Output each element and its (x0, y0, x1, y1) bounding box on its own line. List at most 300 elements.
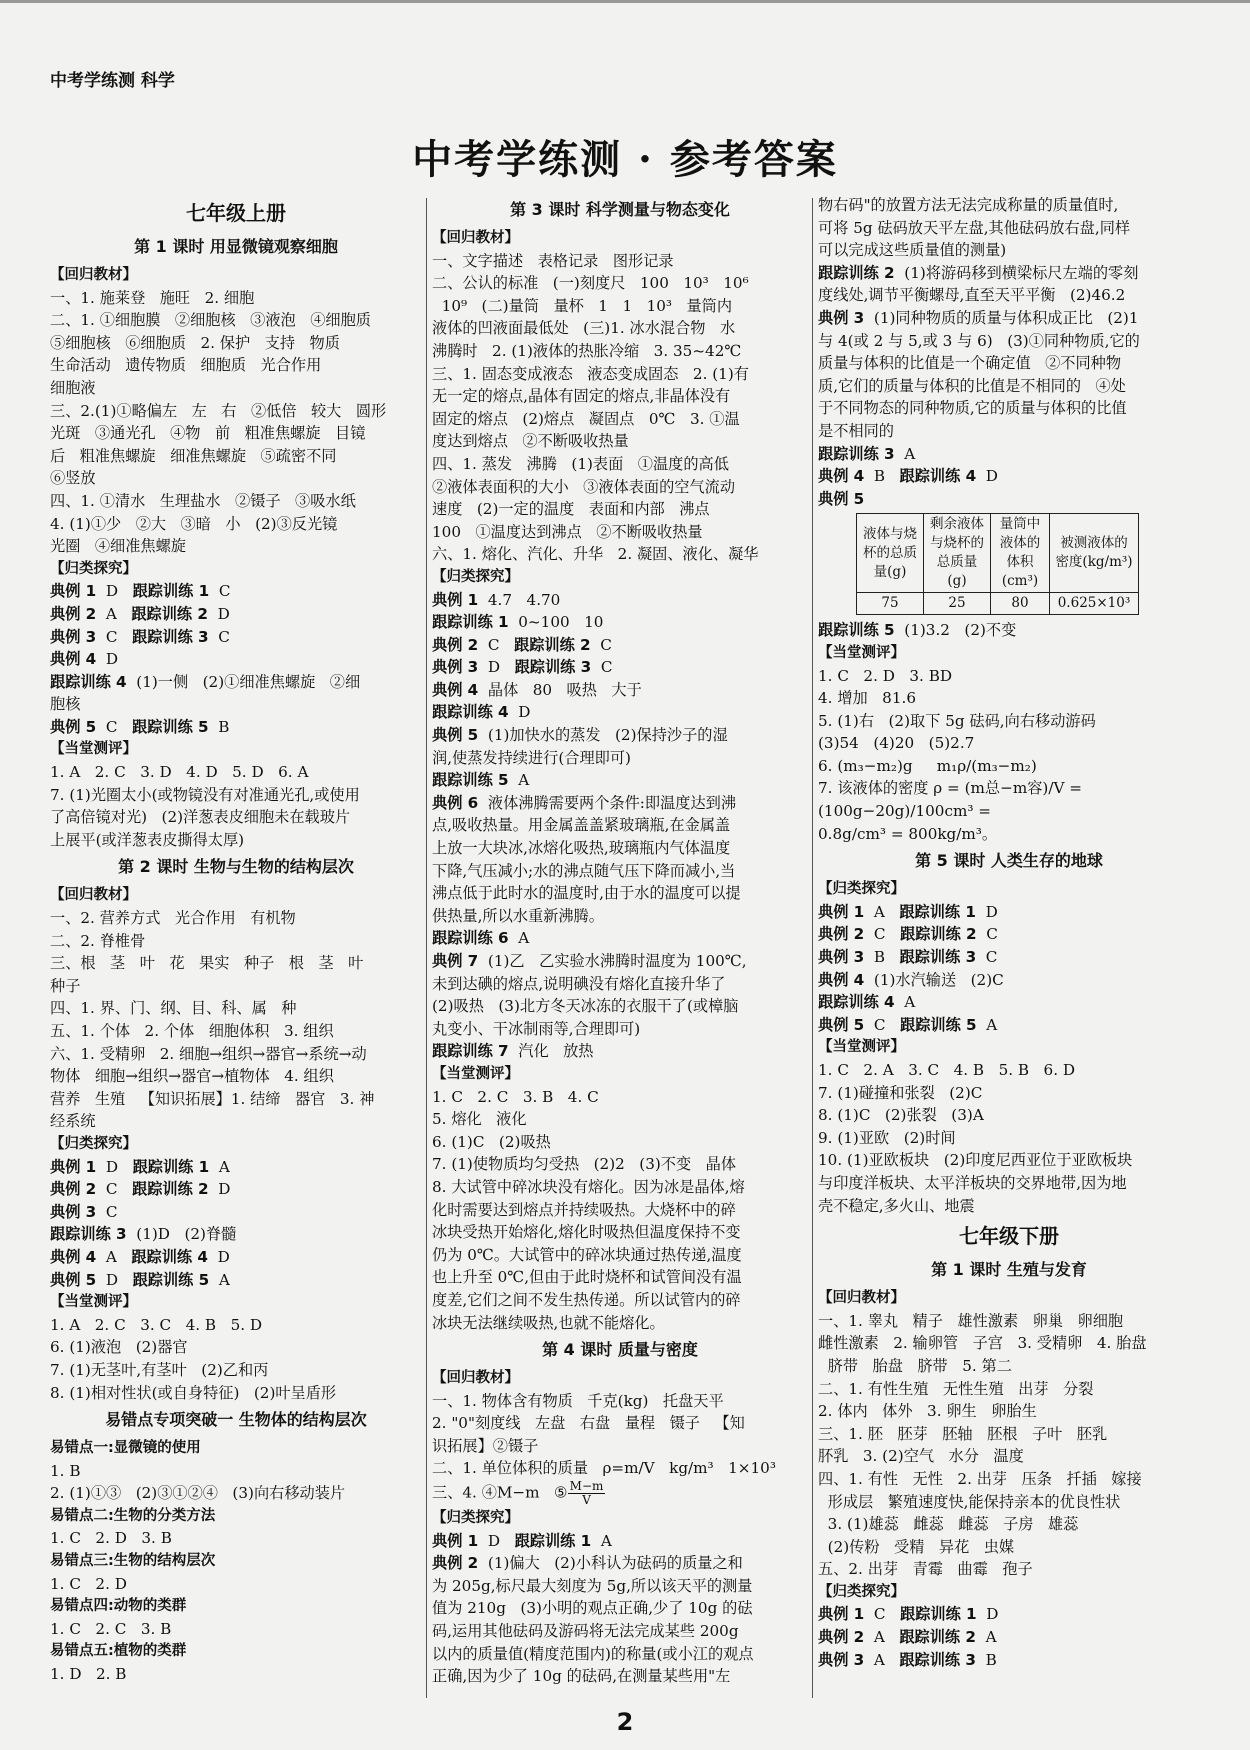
example-label: 典例 2 (50, 1180, 97, 1199)
answer-line: 上展平(或洋葱表皮撕得太厚) (50, 830, 245, 849)
answer-line (50, 648, 422, 671)
answer-line: 肧乳 3. (2)空气 水分 温度 (818, 1447, 1024, 1466)
answer-line: 也上升至 0℃,但由于此时烧杯和试管间没有温 (432, 1268, 742, 1287)
page-header: 中考学练测 科学 (50, 71, 175, 91)
answer-line: 与印度洋板块、太平洋板块的交界地带,因为地 (818, 1173, 1127, 1192)
answer-line (432, 1552, 808, 1575)
answer-line (432, 927, 808, 950)
example-label: 典例 5 (818, 489, 865, 508)
answer-text: D (508, 703, 531, 722)
answer-line: 六、1. 熔化、汽化、升华 2. 凝固、液化、凝华 (432, 545, 759, 564)
answer-line (50, 671, 422, 694)
answer-line (50, 603, 422, 626)
example-label: 跟踪训练 6 (432, 929, 509, 948)
answer-line: 三、1. 固态变成液态 液态变成固态 2. (1)有 (432, 364, 749, 383)
answer-line (432, 611, 808, 634)
subsection-label: 【归类探究】 (432, 568, 519, 585)
answer-line: ⑥竖放 (50, 469, 96, 488)
subsection-label: 【归类探究】 (432, 1510, 519, 1527)
answer-text: 汽化 放热 (508, 1042, 594, 1061)
answer-text: C (96, 1202, 118, 1221)
answer-line: 速度 (2)一定的温度 表面和内部 沸点 (432, 500, 710, 519)
answer-line (818, 901, 1200, 924)
answer-text: (1)加快水的蒸发 (2)保持沙子的湿 (478, 726, 728, 745)
subsection-label: 【当堂测评】 (50, 1294, 137, 1311)
answer-line: ②液体表面积的大小 ③液体表面的空气流动 (432, 477, 736, 496)
training-label: 跟踪训练 3 (514, 658, 592, 677)
answer-line: 为 205g,标尺最大刻度为 5g,所以该天平的测量 (432, 1576, 753, 1595)
training-label: 跟踪训练 3 (132, 627, 209, 646)
example-label: 跟踪训练 3 (50, 1225, 127, 1244)
table-header-cell: 液体与烧杯的总质量(g) (857, 514, 924, 593)
answer-text: B (864, 948, 900, 967)
training-label: 跟踪训练 5 (132, 717, 209, 736)
answer-line: 润,使蒸发持续进行(合理即可) (432, 748, 631, 767)
training-label: 跟踪训练 3 (899, 1650, 976, 1669)
answer-text: 晶体 80 吸热 大于 (478, 680, 642, 699)
table-cell: 25 (924, 593, 991, 615)
answer-line: 以内的质量值(精度范围内)的称量(或小江的观点 (432, 1644, 754, 1663)
answer-line: 二、1. 单位体积的质量 ρ=m/V kg/m³ 1×10³ (432, 1459, 776, 1478)
answer-line: 光斑 ③通光孔 ④物 前 粗准焦螺旋 目镜 (50, 424, 366, 443)
example-label: 跟踪训练 4 (50, 672, 127, 691)
answer-text: D (207, 604, 230, 623)
answer-line: 2. (1)①③ (2)③①②④ (3)向右移动装片 (50, 1484, 346, 1503)
answer-text: D (96, 1157, 133, 1176)
answer-text: A (591, 1531, 612, 1550)
answer-line (50, 580, 422, 603)
answer-text: D (96, 1270, 133, 1289)
answer-text: (1)水汽输送 (2)C (864, 970, 1004, 989)
answer-line: 固定的熔点 (2)熔点 凝固点 0℃ 3. ①温 (432, 409, 740, 428)
top-rule (0, 0, 1250, 3)
answer-text: B (975, 1650, 997, 1669)
training-label: 跟踪训练 2 (514, 635, 591, 654)
answer-line: 种子 (50, 976, 81, 995)
answer-text: (1)偏大 (2)小科认为砝码的质量之和 (478, 1554, 743, 1573)
answer-text: C (96, 627, 132, 646)
answer-text: C (976, 925, 998, 944)
answer-line: 雌性激素 2. 输卵管 子宫 3. 受精卵 4. 胎盘 (818, 1334, 1147, 1353)
example-label: 典例 5 (432, 726, 479, 745)
answer-line (50, 1269, 422, 1292)
answer-line: 液体的凹液面最低处 (三)1. 冰水混合物 水 (432, 319, 736, 338)
example-label: 跟踪训练 4 (432, 703, 509, 722)
answer-text: C (591, 658, 613, 677)
answer-line (432, 634, 808, 657)
answer-line: 4. (1)①少 ②大 ③暗 小 (2)③反光镜 (50, 514, 338, 533)
example-label: 跟踪训练 2 (818, 263, 895, 282)
answer-line: 1. C 2. D (50, 1574, 127, 1593)
training-label: 跟踪训练 1 (900, 1605, 977, 1624)
answer-line: 码,运用其他砝码及游码将无法完成某些 200g (432, 1622, 739, 1641)
answer-line: 二、公认的标准 (一)刻度尺 100 10³ 10⁶ (432, 274, 749, 293)
example-label: 典例 2 (432, 635, 479, 654)
training-label: 跟踪训练 5 (900, 1015, 977, 1034)
example-label: 典例 3 (818, 1650, 865, 1669)
answer-text: A (209, 1270, 230, 1289)
answer-line (50, 1178, 422, 1201)
answer-line: 1. C 2. C 3. B (50, 1619, 172, 1638)
answer-line: 营养 生殖 【知识拓展】1. 结缔 器官 3. 神 (50, 1089, 375, 1108)
answer-line: 6. (m₃−m₂)g m₁ρ/(m₃−m₂) (818, 756, 1037, 775)
example-label: 跟踪训练 5 (818, 621, 895, 640)
answer-line (818, 307, 1200, 330)
answer-line (818, 465, 1200, 488)
answer-text: (1)将游码移到横梁标尺左端的零刻 (894, 263, 1139, 282)
answer-text: C (864, 925, 900, 944)
page-number: 2 (616, 1708, 634, 1736)
column-2 (432, 194, 808, 1688)
answer-line (432, 656, 808, 679)
answer-line (432, 950, 808, 973)
fraction-numerator: M−m (569, 1479, 604, 1494)
answer-text: B (864, 467, 900, 486)
training-label: 跟踪训练 2 (899, 1628, 976, 1647)
example-label: 典例 3 (818, 308, 865, 327)
density-table (856, 513, 1139, 615)
subsection-label: 易错点二:生物的分类方法 (50, 1507, 216, 1524)
answer-line: 可以完成这些质量值的测量) (818, 241, 1007, 260)
example-label: 典例 3 (50, 627, 97, 646)
answer-text: A (894, 444, 916, 463)
subsection-label: 【当堂测评】 (818, 1039, 905, 1056)
answer-line: 7. 该液体的密度 ρ = (m总−m容)/V = (100g−20g)/100cm³ = (818, 779, 1087, 821)
answer-line: 度差,它们之间不发生热传递。所以试管内的碎 (432, 1290, 741, 1309)
answer-line: (2)吸热 (3)北方冬天冰冻的衣服干了(或樟脑 (432, 997, 739, 1016)
table-cell: 75 (857, 593, 924, 615)
answer-line (432, 769, 808, 792)
answer-line (818, 262, 1200, 285)
answer-text: A (96, 604, 132, 623)
answer-line: 3. (1)雄蕊 雌蕊 雌蕊 子房 雄蕊 (818, 1515, 1079, 1534)
example-label: 典例 1 (50, 582, 97, 601)
subsection-label: 【归类探究】 (818, 1583, 905, 1600)
answer-text: D (976, 467, 998, 486)
training-label: 跟踪训练 5 (132, 1270, 210, 1289)
answer-line: 质量与体积的比值是一个确定值 ②不同种物 (818, 354, 1122, 373)
training-label: 跟踪训练 2 (132, 1180, 209, 1199)
answer-line: 2. "0"刻度线 左盘 右盘 量程 镊子 【知 (432, 1414, 745, 1433)
lesson-heading: 第 5 课时 人类生存的地球 (915, 851, 1103, 871)
answer-text: D (96, 582, 133, 601)
example-label: 典例 2 (50, 604, 97, 623)
table-cell: 80 (991, 593, 1050, 615)
subsection-label: 【归类探究】 (818, 881, 905, 898)
answer-text: C (96, 717, 132, 736)
answer-line: 丸变小、干冰制雨等,合理即可) (432, 1019, 641, 1038)
example-label: 典例 5 (50, 717, 97, 736)
answer-line: 6. (1)C (2)吸热 (432, 1132, 551, 1151)
answer-line: 5. 熔化 液化 (432, 1110, 527, 1129)
answer-line: 7. (1)使物质均匀受热 (2)2 (3)不变 晶体 (432, 1155, 737, 1174)
answer-line: 1. A 2. C 3. D 4. D 5. D 6. A (50, 763, 309, 782)
lesson-heading: 第 4 课时 质量与密度 (542, 1340, 698, 1360)
answer-line (50, 1223, 422, 1246)
answer-line: 物体 细胞→组织→器官→植物体 4. 组织 (50, 1067, 334, 1086)
answer-line: 1. D 2. B (50, 1665, 127, 1684)
training-label: 跟踪训练 4 (131, 1247, 208, 1266)
answer-text: 液体沸腾需要两个条件:即温度达到沸 (478, 793, 737, 812)
answer-line: 7. (1)无茎叶,有茎叶 (2)乙和丙 (50, 1360, 269, 1379)
answer-text: (1)3.2 (2)不变 (894, 621, 1017, 640)
example-label: 典例 6 (432, 793, 479, 812)
answer-line: 4. 增加 81.6 (818, 689, 916, 708)
answer-text: D (478, 1531, 515, 1550)
subsection-label: 【当堂测评】 (432, 1065, 519, 1082)
example-label: 典例 1 (818, 902, 865, 921)
answer-line: 一、2. 营养方式 光合作用 有机物 (50, 909, 296, 928)
answer-line: 一、1. 物体含有物质 千克(kg) 托盘天平 (432, 1391, 724, 1410)
answer-line: 沸点低于此时水的温度时,由于水的温度可以提 (432, 884, 741, 903)
answer-text: A (976, 1015, 998, 1034)
answer-line: 8. (1)C (2)张裂 (3)A (818, 1106, 984, 1125)
answer-line (50, 1156, 422, 1179)
lesson-heading: 第 2 课时 生物与生物的结构层次 (118, 857, 354, 877)
example-label: 跟踪训练 3 (818, 444, 895, 463)
training-label: 跟踪训练 1 (132, 1157, 210, 1176)
answer-line (432, 679, 808, 702)
example-label: 典例 7 (432, 952, 479, 970)
answer-line (50, 716, 422, 739)
answer-line: 识拓展】②镊子 (432, 1436, 539, 1455)
answer-line (432, 589, 808, 612)
answer-line: 脐带 胎盘 脐带 5. 第二 (818, 1356, 1012, 1375)
example-label: 典例 4 (818, 970, 865, 989)
column-divider (812, 198, 813, 1698)
answer-line (432, 724, 808, 747)
answer-text: C (478, 635, 514, 654)
example-label: 典例 2 (432, 1554, 479, 1573)
answer-line (50, 1201, 422, 1224)
answer-line: 二、2. 脊椎骨 (50, 931, 146, 950)
section-heading: 七年级上册 (186, 201, 286, 225)
answer-text: A (864, 1628, 900, 1647)
answer-line (818, 969, 1200, 992)
answer-text: C (864, 1015, 900, 1034)
answer-line: 物右码"的放置方法无法完成称量的质量值时, (818, 196, 1119, 214)
answer-line: 未到达碘的熔点,说明碘没有熔化直接升华了 (432, 974, 726, 993)
answer-text: D (975, 902, 998, 921)
answer-line: 胞核 (50, 695, 81, 714)
answer-line: 化时需要达到熔点并持续吸热。大烧杯中的碎 (432, 1200, 736, 1219)
answer-line: 冰块无法继续吸热,也就不能熔化。 (432, 1313, 665, 1332)
answer-text: (1)乙 乙实验水沸腾时温度为 100℃, (478, 952, 747, 970)
answer-line: 10. (1)亚欧板块 (2)印度尼西亚位于亚欧板块 (818, 1151, 1133, 1170)
answer-text: A (508, 771, 530, 790)
answer-line (818, 488, 1200, 511)
answer-line (432, 1040, 808, 1063)
answer-text: A (975, 1628, 997, 1647)
answer-line: 1. C 2. C 3. B 4. C (432, 1087, 599, 1106)
example-label: 典例 1 (50, 1157, 97, 1176)
answer-line (818, 946, 1200, 969)
table-header-cell: 剩余液体与烧杯的总质量(g) (924, 514, 991, 593)
answer-line: (3)54 (4)20 (5)2.7 (818, 734, 975, 753)
answer-line: 2. 体内 体外 3. 卵生 卵胎生 (818, 1402, 1037, 1421)
answer-line (818, 1014, 1200, 1037)
answer-line (818, 1603, 1200, 1626)
lesson-heading: 第 1 课时 生殖与发育 (931, 1260, 1087, 1280)
answer-line: 四、1. 界、门、纲、目、科、属 种 (50, 999, 297, 1018)
example-label: 跟踪训练 1 (432, 613, 509, 632)
answer-line: 9. (1)亚欧 (2)时间 (818, 1128, 956, 1147)
answer-line: 下降,气压减小;水的沸点随气压下降而减小,当 (432, 861, 736, 880)
example-label: 典例 2 (818, 925, 865, 944)
answer-line: 1. C 2. A 3. C 4. B 5. B 6. D (818, 1061, 1076, 1079)
answer-line: 五、1. 个体 2. 个体 细胞体积 3. 组织 (50, 1022, 334, 1040)
example-label: 典例 4 (50, 1247, 97, 1266)
table-header-cell: 量筒中液体的体积(cm³) (991, 514, 1050, 593)
subsection-label: 【回归教材】 (818, 1290, 905, 1307)
lesson-heading: 第 3 课时 科学测量与物态变化 (510, 200, 730, 219)
example-label: 跟踪训练 5 (432, 771, 509, 790)
answer-line: 正确,因为少了 10g 的砝码,在测量某些用"左 (432, 1667, 731, 1686)
answer-line: (2)传粉 受精 异花 虫媒 (818, 1537, 1015, 1556)
example-label: 典例 1 (818, 1605, 865, 1624)
section-heading: 七年级下册 (959, 1224, 1059, 1249)
answer-line: 供热量,所以水重新沸腾。 (432, 906, 604, 925)
answer-line (432, 1480, 808, 1507)
table-cell: 0.625×10³ (1050, 593, 1139, 615)
answer-line (50, 1246, 422, 1269)
example-label: 典例 2 (818, 1628, 865, 1647)
subsection-label: 【回归教材】 (50, 887, 137, 904)
column-divider (426, 198, 427, 1698)
answer-line (818, 1626, 1200, 1649)
column-1 (50, 194, 422, 1686)
answer-text: (1)一侧 (2)①细准焦螺旋 ②细 (126, 672, 361, 691)
answer-text: D (976, 1605, 999, 1624)
example-label: 典例 4 (818, 467, 865, 486)
answer-line: 值为 210g (3)小明的观点正确,少了 10g 的砝 (432, 1599, 753, 1618)
answer-text: A (894, 993, 916, 1012)
answer-line: 三、1. 胚 胚芽 胚轴 胚根 子叶 胚乳 (818, 1424, 1108, 1443)
training-label: 跟踪训练 1 (514, 1531, 592, 1550)
answer-line (818, 991, 1200, 1014)
answer-text: D (478, 658, 515, 677)
answer-line: 点,吸收热量。用金属盖盖紧玻璃瓶,在金属盖 (432, 816, 731, 835)
answer-line (50, 626, 422, 649)
answer-text: C (864, 1605, 900, 1624)
column-3 (818, 194, 1200, 1671)
answer-line (818, 619, 1200, 642)
subsection-label: 易错点三:生物的结构层次 (50, 1553, 216, 1570)
answer-line: 壳不稳定,多火山、地震 (818, 1196, 975, 1215)
answer-line: 是不相同的 (818, 421, 894, 440)
fraction-denominator: V (582, 1493, 591, 1508)
example-label: 典例 3 (818, 948, 865, 967)
answer-line: ⑤细胞核 ⑥细胞质 2. 保护 支持 物质 (50, 333, 340, 352)
answer-line: 质,它们的质量与体积的比值是不相同的 ④处 (818, 376, 1126, 395)
answer-text: A (96, 1247, 132, 1266)
answer-line (432, 701, 808, 724)
fraction (568, 1480, 606, 1507)
answer-line: 6. (1)液泡 (2)器官 (50, 1338, 188, 1357)
answer-line: 一、文字描述 表格记录 图形记录 (432, 251, 674, 270)
example-label: 典例 1 (432, 590, 479, 609)
answer-line: 于不同物态的同种物质,它的质量与体积的比值 (818, 399, 1127, 418)
answer-line: 仍为 0℃。大试管中的碎冰块通过热传递,温度 (432, 1245, 742, 1264)
answer-line (818, 923, 1200, 946)
answer-line: 上放一大块冰,冰熔化吸热,玻璃瓶内气体温度 (432, 839, 731, 858)
answer-line (818, 1649, 1200, 1672)
subsection-label: 【回归教材】 (432, 1370, 519, 1387)
training-label: 跟踪训练 2 (900, 925, 977, 944)
training-label: 跟踪训练 3 (899, 948, 977, 967)
example-label: 典例 3 (50, 1202, 97, 1221)
answer-line (432, 792, 808, 815)
answer-line: 1. C 2. D 3. B (50, 1529, 172, 1548)
subsection-label: 【归类探究】 (50, 1135, 137, 1152)
example-label: 典例 5 (50, 1270, 97, 1289)
answer-line: 10⁹ (二)量筒 量杯 1 1 10³ 量筒内 (432, 296, 733, 315)
answer-line: 100 ①温度达到沸点 ②不断吸收热量 (432, 522, 703, 541)
answer-line: 7. (1)光圈太小(或物镜没有对准通光孔,或使用 (50, 785, 360, 804)
answer-line: 一、1. 施莱登 施旺 2. 细胞 (50, 288, 255, 307)
answer-text: B (208, 717, 230, 736)
lesson-heading: 易错点专项突破一 生物体的结构层次 (105, 1410, 367, 1430)
answer-text: A (508, 929, 530, 948)
subsection-label: 易错点五:植物的类群 (50, 1643, 187, 1660)
answer-line: 8. (1)相对性状(或自身特征) (2)叶呈盾形 (50, 1383, 337, 1402)
answer-line: 细胞液 (50, 378, 96, 397)
answer-line: 四、1. 蒸发 沸腾 (1)表面 ①温度的高低 (432, 454, 729, 473)
answer-text: C (209, 582, 231, 601)
answer-text: D (208, 1180, 231, 1199)
answer-line: 四、1. 有性 无性 2. 出芽 压条 扦插 嫁接 (818, 1469, 1142, 1488)
answer-line: 一、1. 睾丸 精子 雄性激素 卵巢 卵细胞 (818, 1311, 1124, 1330)
answer-line: 度达到熔点 ②不断吸收热量 (432, 432, 629, 451)
example-label: 典例 3 (432, 658, 479, 677)
answer-line: 三、2.(1)①略偏左 左 右 ②低倍 较大 圆形 (50, 401, 387, 420)
subsection-label: 【回归教材】 (50, 267, 137, 283)
answer-line: 8. 大试管中碎冰块没有熔化。因为冰是晶体,熔 (432, 1177, 745, 1196)
answer-line: 0.8g/cm³ = 800kg/m³。 (818, 824, 998, 843)
answer-text: A (864, 902, 900, 921)
subsection-label: 【回归教材】 (432, 230, 519, 246)
subsection-label: 【归类探究】 (50, 560, 137, 577)
subsection-label: 易错点四:动物的类群 (50, 1598, 187, 1615)
answer-line: 光圈 ④细准焦螺旋 (50, 537, 186, 556)
answer-line: 四、1. ①清水 生理盐水 ②镊子 ③吸水纸 (50, 491, 356, 510)
answer-line: 度线处,调节平衡螺母,直至天平平衡 (2)46.2 (818, 286, 1126, 305)
training-label: 跟踪训练 1 (899, 902, 976, 921)
example-label: 典例 1 (432, 1531, 479, 1550)
answer-text: D (96, 650, 119, 669)
training-label: 跟踪训练 1 (132, 582, 210, 601)
answer-text: 0~100 10 (508, 613, 604, 632)
answer-line: 了高倍镜对光) (2)洋葱表皮细胞未在载玻片 (50, 808, 351, 827)
answer-line: 与 4(或 2 与 5,或 3 与 6) (3)①同种物质,它的 (818, 331, 1140, 350)
answer-line: 二、1. ①细胞膜 ②细胞核 ③液泡 ④细胞质 (50, 311, 371, 330)
training-label: 跟踪训练 2 (131, 604, 208, 623)
answer-line: 可将 5g 砝码放天平左盘,其他砝码放右盘,同样 (818, 218, 1131, 237)
answer-line: 1. A 2. C 3. C 4. B 5. D (50, 1315, 263, 1334)
answer-text: A (209, 1157, 230, 1176)
answer-line: 五、2. 出芽 青霉 曲霉 孢子 (818, 1560, 1033, 1579)
answer-line: 经系统 (50, 1112, 96, 1131)
answer-line: 1. C 2. D 3. BD (818, 666, 953, 685)
subsection-label: 【当堂测评】 (50, 741, 137, 758)
training-label: 跟踪训练 4 (899, 467, 977, 486)
answer-text: (1)同种物质的质量与体积成正比 (2)1 (864, 308, 1139, 327)
answer-text: C (590, 635, 612, 654)
example-label: 跟踪训练 7 (432, 1042, 509, 1061)
answer-line: 7. (1)碰撞和张裂 (2)C (818, 1083, 983, 1102)
answer-line (432, 1530, 808, 1553)
answer-line: 后 粗准焦螺旋 细准焦螺旋 ⑤疏密不同 (50, 446, 337, 465)
